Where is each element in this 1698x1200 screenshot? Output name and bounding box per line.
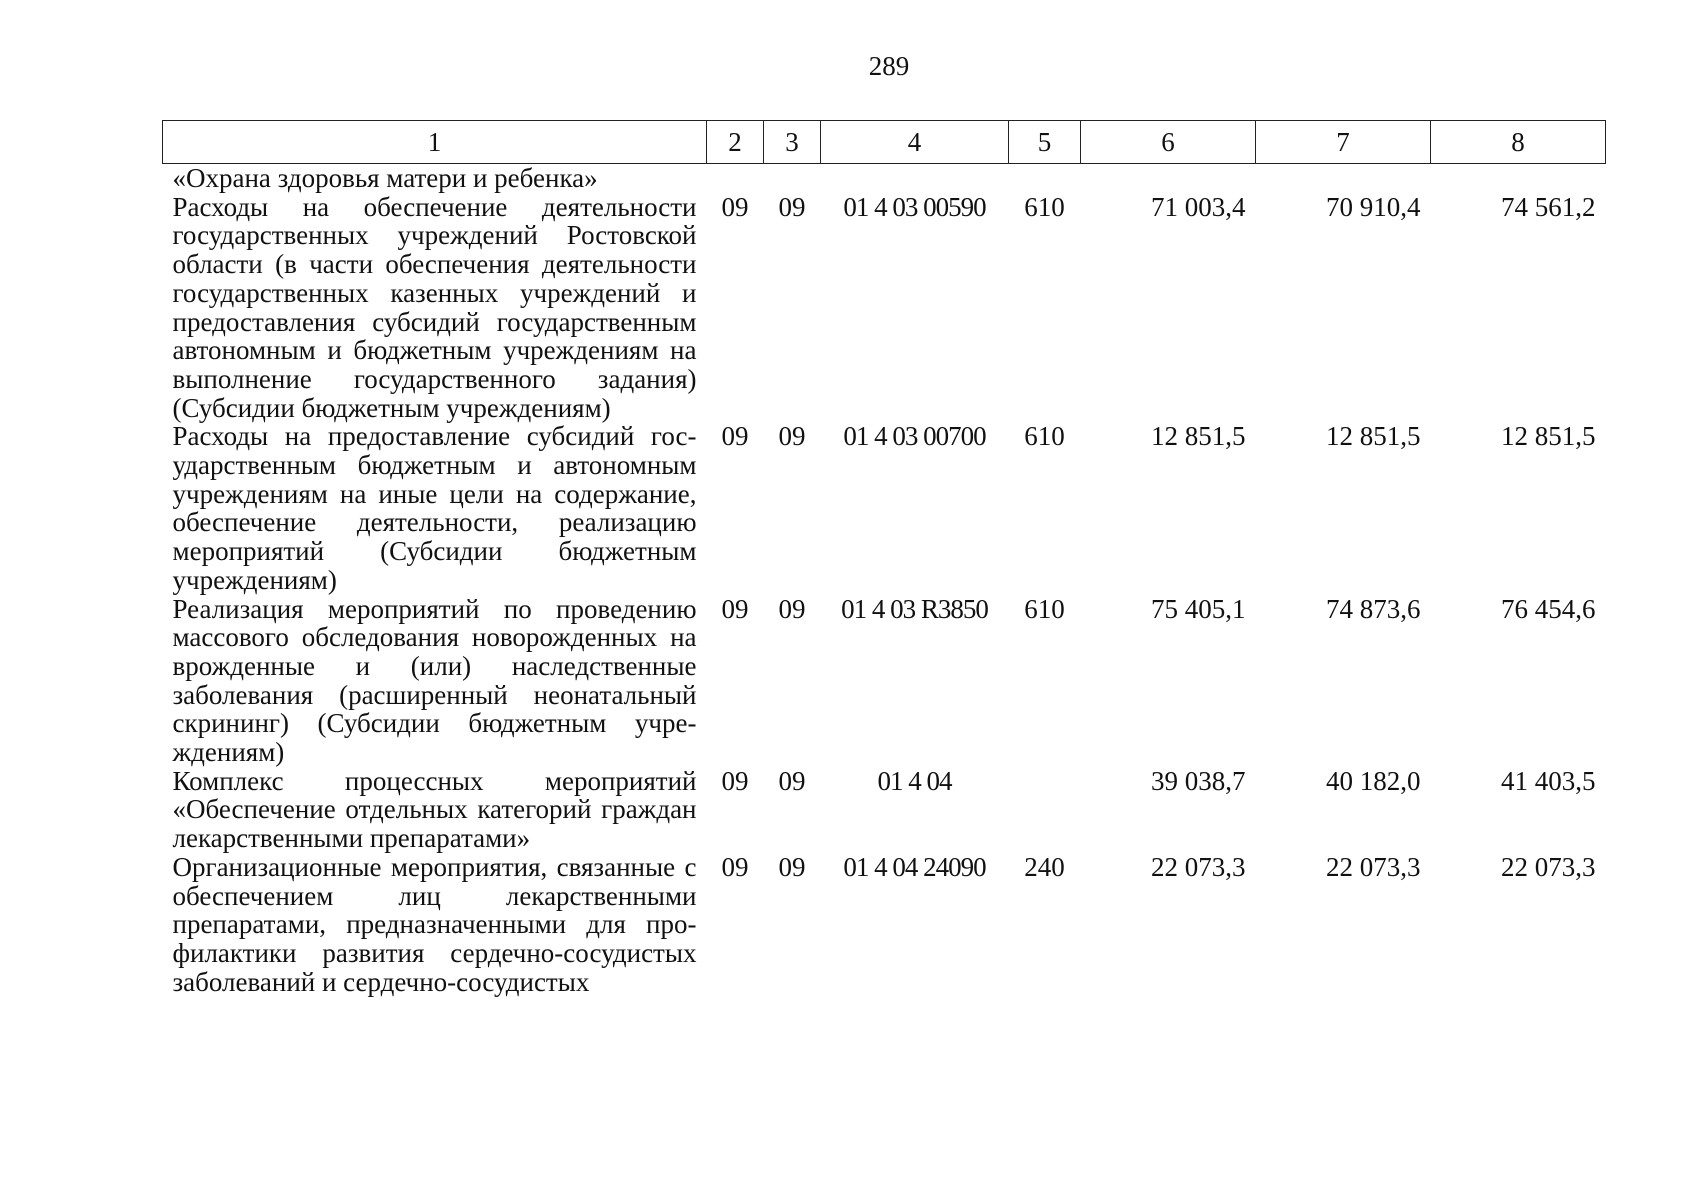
row-section: 09 xyxy=(721,191,749,222)
column-header-2: 2 xyxy=(707,121,764,164)
row-description: «Охрана здоровья матери и ребенка» xyxy=(172,163,598,193)
row-target-code: 01 4 03 00590 xyxy=(843,191,986,222)
row-amount-col7: 22 073,3 xyxy=(1326,851,1421,882)
row-amount-col7: 40 182,0 xyxy=(1326,765,1421,796)
row-description: Расходы на предоставление субсидий государственным бюджетным и автономным учреждениям на иные цели на содержание, обеспечение деятельности, реализацию мероприятий (Субсидии бюджетным учреждениям) xyxy=(172,421,697,595)
column-header-5: 5 xyxy=(1009,121,1081,164)
row-expense-type: 240 xyxy=(1024,851,1065,882)
row-amount-col8: 76 454,6 xyxy=(1501,593,1596,624)
row-target-code: 01 4 03 00700 xyxy=(843,421,986,452)
table-row xyxy=(163,164,1606,193)
page-number: 289 xyxy=(868,51,910,81)
column-number-header xyxy=(163,121,1606,164)
table-row xyxy=(163,767,1606,853)
row-expense-type: 610 xyxy=(1024,421,1065,452)
row-amount-col6: 12 851,5 xyxy=(1151,421,1246,452)
row-amount-col7: 74 873,6 xyxy=(1326,593,1421,624)
row-description: Организационные мероприятия, связанные с обеспечением лиц лекарственными препаратами, предназначенными для профилактики развития сердечно-сосудистых заболеваний и сердечно-сосудистых xyxy=(172,851,697,997)
table-row xyxy=(163,595,1606,767)
row-amount-col6: 39 038,7 xyxy=(1151,765,1246,796)
row-amount-col6: 75 405,1 xyxy=(1151,593,1246,624)
row-amount-col6: 71 003,4 xyxy=(1151,191,1246,222)
row-subsection xyxy=(764,164,821,193)
row-subsection: 09 xyxy=(778,191,806,222)
row-amount-col8: 12 851,5 xyxy=(1501,421,1596,452)
row-section: 09 xyxy=(721,421,749,452)
row-description: Реализация мероприятий по проведению массового обследования новорожденных на врожденные и (или) наследственные заболевания (расширенный неонатальный скрининг) (Субсидии бюджетным учреждениям) xyxy=(172,593,697,768)
row-target-code xyxy=(821,164,1009,193)
row-section: 09 xyxy=(721,851,749,882)
table-row xyxy=(163,193,1606,423)
row-description: Комплекс процессных мероприятий «Обеспечение отдельных категорий граждан лекарственными препаратами» xyxy=(172,765,697,854)
row-amount-col7: 12 851,5 xyxy=(1326,421,1421,452)
row-section: 09 xyxy=(721,765,749,796)
budget-table xyxy=(162,120,1606,996)
row-amount-col6: 22 073,3 xyxy=(1151,851,1246,882)
row-amount-col8: 41 403,5 xyxy=(1501,765,1596,796)
column-header-8: 8 xyxy=(1431,121,1606,164)
row-subsection: 09 xyxy=(778,421,806,452)
row-amount-col8 xyxy=(1431,164,1606,193)
row-subsection: 09 xyxy=(778,593,806,624)
row-amount-col6 xyxy=(1081,164,1256,193)
row-target-code: 01 4 04 24090 xyxy=(843,851,986,882)
column-header-7: 7 xyxy=(1256,121,1431,164)
row-expense-type xyxy=(1009,164,1081,193)
row-amount-col8: 74 561,2 xyxy=(1501,191,1596,222)
row-subsection: 09 xyxy=(778,765,806,796)
table-row xyxy=(163,422,1606,594)
column-header-3: 3 xyxy=(764,121,821,164)
row-expense-type xyxy=(1009,767,1081,853)
row-subsection: 09 xyxy=(778,851,806,882)
row-target-code: 01 4 04 xyxy=(877,765,952,796)
table-row xyxy=(163,853,1606,997)
row-expense-type: 610 xyxy=(1024,593,1065,624)
column-header-6: 6 xyxy=(1081,121,1256,164)
row-expense-type: 610 xyxy=(1024,191,1065,222)
row-amount-col7 xyxy=(1256,164,1431,193)
row-amount-col7: 70 910,4 xyxy=(1326,191,1421,222)
row-section xyxy=(707,164,764,193)
row-section: 09 xyxy=(721,593,749,624)
row-target-code: 01 4 03 R3850 xyxy=(841,593,988,624)
row-description: Расходы на обеспечение деятельности государственных учреждений Ростовской области (в части обеспечения деятельности государственных казенных учреждений и предоставления субсидий государственным автономным и бюджетным учреждениям на выполнение государственного задания) (Субсидии бюджетным учреждениям) xyxy=(172,191,697,423)
column-header-4: 4 xyxy=(821,121,1009,164)
column-header-1: 1 xyxy=(163,121,707,164)
row-amount-col8: 22 073,3 xyxy=(1501,851,1596,882)
